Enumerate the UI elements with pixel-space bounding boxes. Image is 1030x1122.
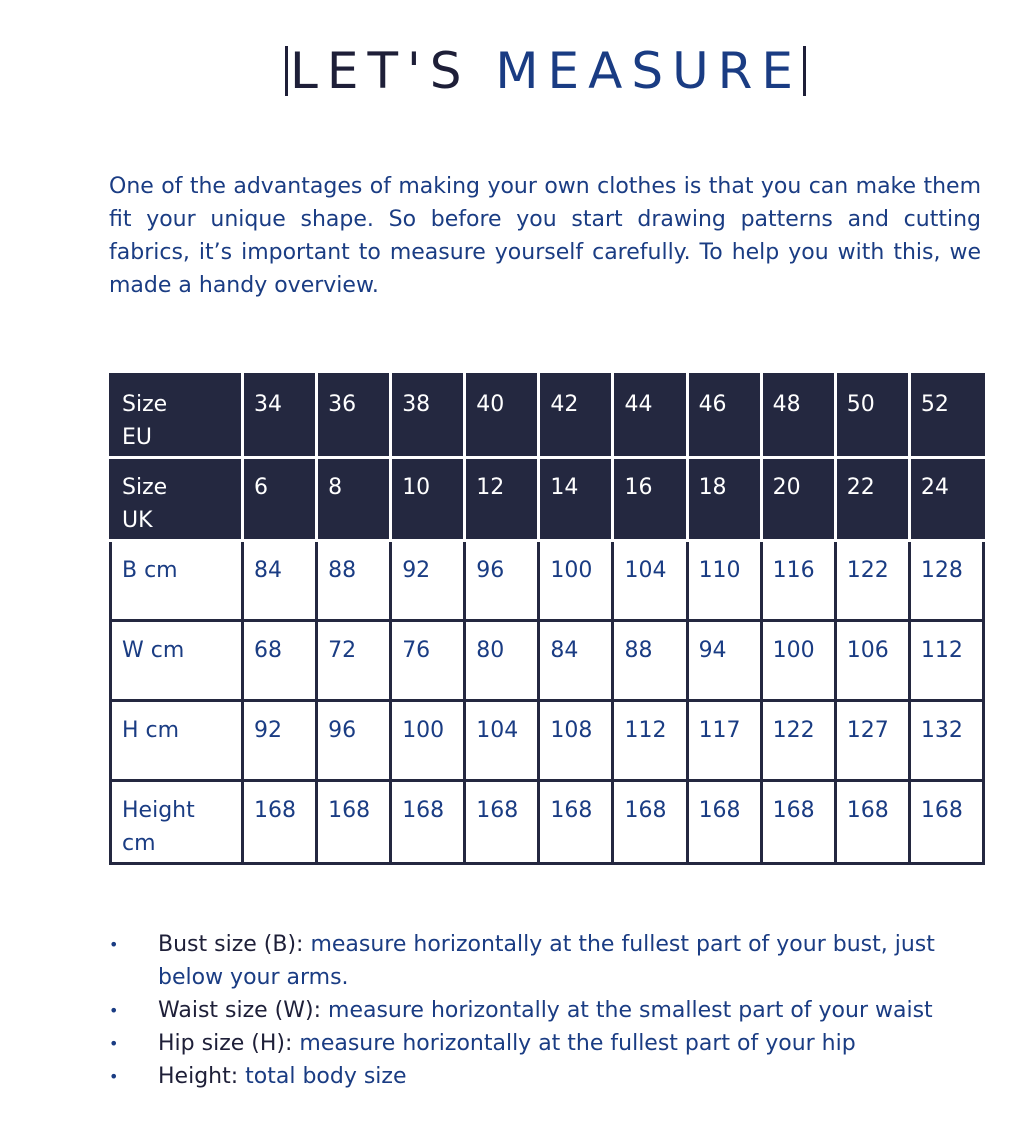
row-label-line1: H cm	[122, 718, 180, 743]
table-cell: 168	[317, 781, 391, 864]
table-cell: 168	[687, 781, 761, 864]
intro-paragraph: One of the advantages of making your own clothes is that you can make them fit your unique shape. So before you start drawing patterns and cutting fabrics, it’s important to measure yourself carefully. To help you with this, we made a handy overview.	[109, 174, 981, 298]
measurement-notes	[109, 928, 989, 1093]
table-cell: 52	[909, 375, 983, 458]
table-cell: 168	[243, 781, 317, 864]
table-cell: 168	[761, 781, 835, 864]
row-label	[111, 781, 243, 864]
row-bust	[111, 541, 984, 621]
title-measure: MEASURE	[495, 42, 802, 100]
row-hip	[111, 701, 984, 781]
row-waist	[111, 621, 984, 701]
table-cell: 108	[539, 701, 613, 781]
title-text	[290, 40, 802, 102]
row-size-eu	[111, 375, 984, 458]
table-cell: 100	[761, 621, 835, 701]
note-description: measure horizontally at the fullest part of your hip	[299, 1031, 856, 1056]
table-cell: 128	[909, 541, 983, 621]
row-label	[111, 701, 243, 781]
row-label-line2: EU	[122, 425, 153, 450]
note-term: Height:	[158, 1064, 239, 1089]
table-cell: 168	[909, 781, 983, 864]
bullet-icon: •	[109, 935, 119, 954]
row-label	[111, 458, 243, 541]
table-cell: 20	[761, 458, 835, 541]
note-term: Waist size (W):	[158, 998, 322, 1023]
note-description: total body size	[245, 1064, 407, 1089]
table-cell: 127	[835, 701, 909, 781]
table-cell: 132	[909, 701, 983, 781]
bullet-icon: •	[109, 1001, 119, 1020]
table-cell: 84	[243, 541, 317, 621]
table-cell: 42	[539, 375, 613, 458]
table-cell: 22	[835, 458, 909, 541]
list-item	[109, 994, 989, 1027]
table-cell: 116	[761, 541, 835, 621]
table-cell: 106	[835, 621, 909, 701]
table-cell: 96	[465, 541, 539, 621]
title-lets: LET'S	[290, 42, 471, 100]
table-cell: 112	[909, 621, 983, 701]
table-cell: 100	[539, 541, 613, 621]
table-cell: 112	[613, 701, 687, 781]
table-cell: 104	[613, 541, 687, 621]
table-cell: 96	[317, 701, 391, 781]
table-cell: 12	[465, 458, 539, 541]
table-cell: 88	[317, 541, 391, 621]
row-label-line1: Size	[122, 392, 168, 417]
row-label	[111, 375, 243, 458]
row-label-line1: Size	[122, 475, 168, 500]
row-label-line1: Height	[122, 798, 195, 823]
list-item	[109, 928, 989, 994]
table-cell: 110	[687, 541, 761, 621]
table-cell: 44	[613, 375, 687, 458]
table-cell: 100	[391, 701, 465, 781]
list-item	[109, 1027, 989, 1060]
table-cell: 6	[243, 458, 317, 541]
table-cell: 48	[761, 375, 835, 458]
table-cell: 34	[243, 375, 317, 458]
table-cell: 50	[835, 375, 909, 458]
table-cell: 46	[687, 375, 761, 458]
table-cell: 14	[539, 458, 613, 541]
note-term: Bust size (B):	[158, 932, 304, 957]
table-cell: 18	[687, 458, 761, 541]
row-size-uk	[111, 458, 984, 541]
row-label-line2: cm	[122, 831, 156, 856]
table-cell: 72	[317, 621, 391, 701]
row-label-line1: B cm	[122, 558, 178, 583]
size-table	[109, 373, 985, 865]
table-cell: 80	[465, 621, 539, 701]
table-cell: 68	[243, 621, 317, 701]
note-description: measure horizontally at the fullest part of your bust, just below your arms.	[158, 932, 935, 990]
table-cell: 40	[465, 375, 539, 458]
table-cell: 38	[391, 375, 465, 458]
table-cell: 168	[465, 781, 539, 864]
title-bar-right	[803, 46, 806, 96]
list-item	[109, 1060, 989, 1093]
table-cell: 24	[909, 458, 983, 541]
row-label	[111, 541, 243, 621]
table-cell: 84	[539, 621, 613, 701]
table-cell: 92	[243, 701, 317, 781]
table-cell: 122	[835, 541, 909, 621]
bullet-icon: •	[109, 1034, 119, 1053]
table-cell: 10	[391, 458, 465, 541]
bullet-icon: •	[109, 1067, 119, 1086]
row-label	[111, 621, 243, 701]
table-cell: 122	[761, 701, 835, 781]
title-bar-left	[285, 46, 288, 96]
table-cell: 94	[687, 621, 761, 701]
note-description: measure horizontally at the smallest part of your waist	[328, 998, 933, 1023]
note-term: Hip size (H):	[158, 1031, 293, 1056]
table-cell: 8	[317, 458, 391, 541]
row-height	[111, 781, 984, 864]
table-cell: 16	[613, 458, 687, 541]
table-cell: 168	[835, 781, 909, 864]
table-cell: 168	[391, 781, 465, 864]
table-cell: 36	[317, 375, 391, 458]
table-cell: 104	[465, 701, 539, 781]
row-label-line2: UK	[122, 508, 153, 533]
table-cell: 168	[539, 781, 613, 864]
table-cell: 168	[613, 781, 687, 864]
table-cell: 88	[613, 621, 687, 701]
table-cell: 92	[391, 541, 465, 621]
page-title	[0, 40, 1030, 100]
table-cell: 117	[687, 701, 761, 781]
table-cell: 76	[391, 621, 465, 701]
row-label-line1: W cm	[122, 638, 185, 663]
